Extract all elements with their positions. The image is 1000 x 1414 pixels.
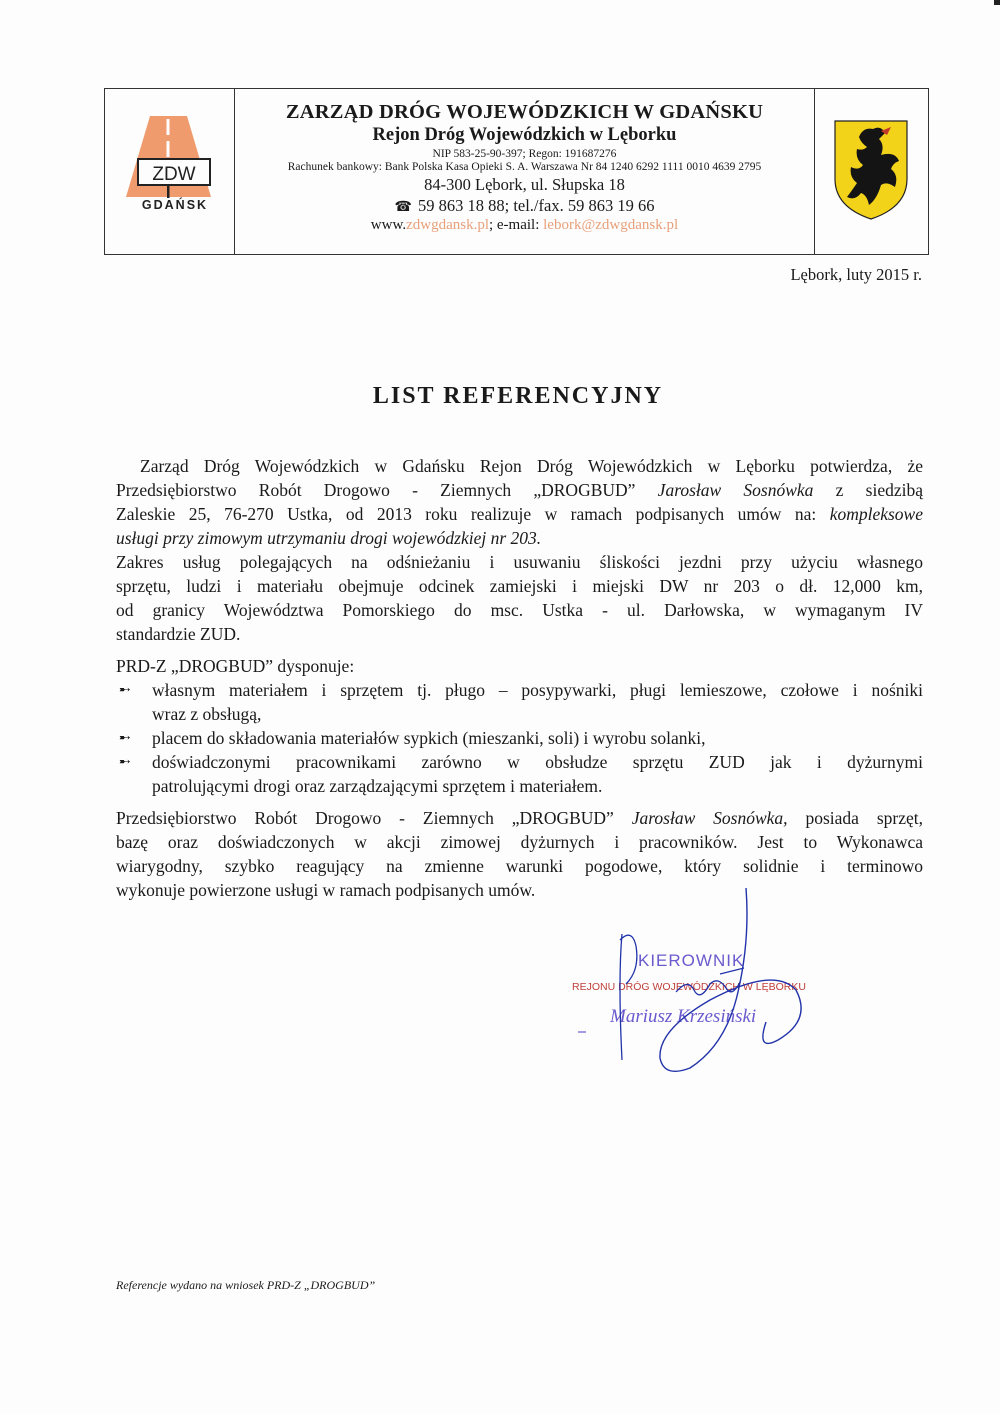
list-item: ➸ doświadczonymi pracownikami zarówno w obsłudze sprzętu ZUD jak i dyżurnymi patrolującymi drogi oraz zarządzającymi sprzętem i materiałem. (119, 752, 923, 796)
stamp-office: REJONU DRÓG WOJEWÓDZKICH W LĘBORKU (572, 981, 806, 993)
org-bank: Rachunek bankowy: Bank Polska Kasa Opieki S. A. Warszawa Nr 84 1240 6292 1111 0010 4639 2795 (287, 161, 762, 173)
org-ids: NIP 583-25-90-397; Regon: 191687276 (432, 148, 617, 160)
list-item: ➸ własnym materiałem i sprzętem tj. pługo – posypywarki, pługi lemieszowe, czołowe i nośniki wraz z obsługą, (119, 680, 923, 724)
email-label: ; e-mail: (488, 217, 540, 233)
bullet-arrow-icon: ➸ (119, 755, 131, 770)
equipment-list (116, 678, 923, 798)
zdw-logo-icon (105, 89, 235, 254)
p3-line-2: bazę oraz doświadczonych w akcji zimowej dyżurnych i pracowników. Jest to Wykonawca (116, 832, 923, 852)
p3-line-4: wykonuje powierzone usługi w ramach podpisanych umów. (116, 880, 536, 900)
contractor-owner: Jarosław Sosnówka (657, 480, 814, 500)
p2-line-1: Zakres usług polegających na odśnieżaniu i usuwaniu śliskości jezdni przy użyciu własnego (116, 552, 923, 572)
zdw-logo (105, 89, 235, 254)
paragraph-1 (116, 454, 923, 550)
org-phone: 59 863 18 88; tel./fax. 59 863 19 66 (417, 196, 655, 215)
p2-line-2: sprzętu, ludzi i materiału obejmuje odcinek zamiejski i miejski DW nr 203 o dł. 12,000 km, (116, 576, 923, 596)
org-web-line (235, 217, 814, 234)
org-phone-line (235, 196, 814, 216)
signature-stamp (560, 880, 840, 1080)
list-intro: PRD-Z „DROGBUD” dysponuje: (116, 656, 355, 676)
griffin-crest-icon (815, 89, 927, 254)
p3-line-1: Przedsiębiorstwo Robót Drogowo - Ziemnych „DROGBUD” Jarosław Sosnówka, posiada sprzęt, (116, 808, 924, 828)
signature-icon (560, 880, 840, 1080)
stamp-signatory: Mariusz Krzesiński (610, 1006, 757, 1027)
logo-badge: ZDW (152, 164, 196, 185)
list-item: ➸ placem do składowania materiałów sypkich (mieszanki, soli) i wyrobu solanki, (116, 726, 923, 750)
org-name: ZARZĄD DRÓG WOJEWÓDZKICH W GDAŃSKU (285, 101, 764, 123)
logo-city: GDAŃSK (141, 198, 209, 212)
org-address: 84-300 Lębork, ul. Słupska 18 (424, 175, 625, 194)
letterhead (104, 88, 929, 255)
scan-corner-mark (994, 0, 1000, 5)
p2-line-4: standardzie ZUD. (116, 624, 241, 644)
bullet-arrow-icon: ➸ (119, 683, 131, 698)
email-link[interactable]: lebork@zdwgdansk.pl (543, 217, 679, 233)
website-link[interactable]: zdwgdansk.pl (406, 217, 489, 233)
bullet-arrow-icon: ➸ (119, 731, 131, 746)
letter-date: Lębork, luty 2015 r. (790, 265, 922, 284)
letter-body (116, 454, 923, 902)
stamp-title: KIEROWNIK (638, 951, 745, 970)
letterhead-text (235, 89, 814, 234)
pomorskie-crest (814, 89, 928, 254)
www-label: www. (370, 217, 407, 233)
phone-icon: ☎ (394, 200, 412, 215)
document-title: LIST REFERENCYJNY (372, 383, 664, 409)
footer-note: Referencje wydano na wniosek PRD-Z „DROGBUD” (116, 1278, 376, 1292)
p1-line-2: Przedsiębiorstwo Robót Drogowo - Ziemnych „DROGBUD” Jarosław Sosnówka z siedzibą (116, 480, 924, 500)
p2-line-3: od granicy Województwa Pomorskiego do msc. Ustka - ul. Darłowska, w wymaganym IV (116, 600, 923, 620)
p1-line-3: Zaleskie 25, 76-270 Ustka, od 2013 roku realizuje w ramach podpisanych umów na: kompleksowe (116, 504, 923, 524)
p3-line-3: wiarygodny, szybko reagujący na zmienne warunki pogodowe, który solidnie i terminowo (116, 856, 923, 876)
p1-line-1: Zarząd Dróg Wojewódzkich w Gdańsku Rejon Dróg Wojewódzkich w Lęborku potwierdza, że (140, 456, 923, 476)
org-branch: Rejon Dróg Wojewódzkich w Lęborku (372, 125, 677, 145)
p1-line-4: usługi przy zimowym utrzymaniu drogi wojewódzkiej nr 203. (116, 528, 542, 548)
paragraph-2 (116, 550, 923, 646)
